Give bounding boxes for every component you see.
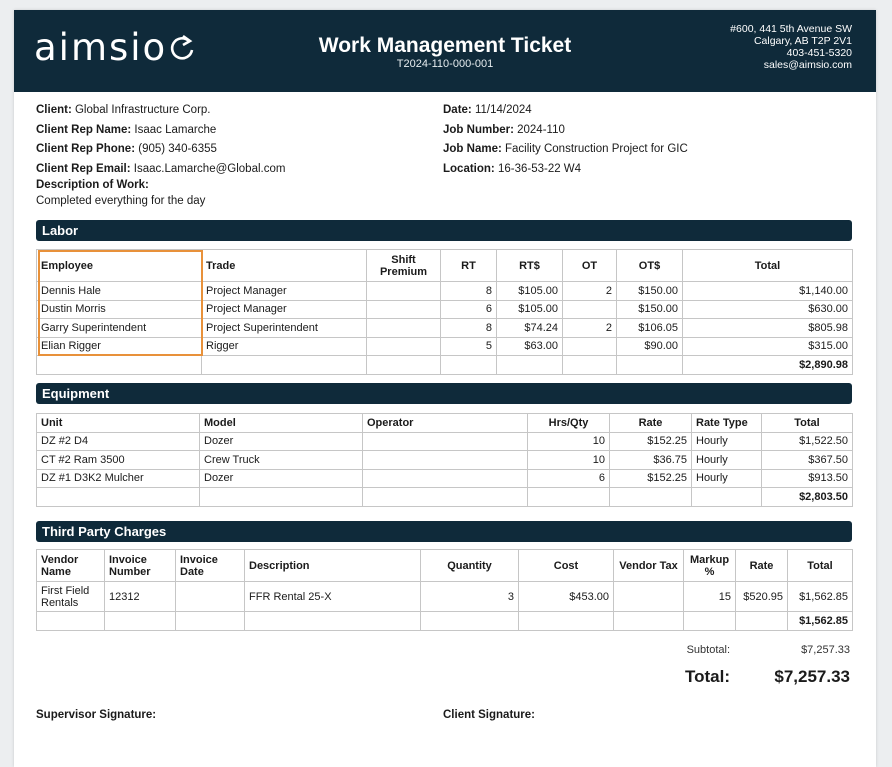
ot-cell: 2	[563, 282, 617, 301]
cost-cell: $453.00	[519, 582, 614, 612]
col-ot-rate: OT$	[617, 250, 683, 282]
vendor-name-cell: First Field Rentals	[37, 582, 105, 612]
company-address	[730, 23, 852, 71]
employee-cell: Dustin Morris	[37, 300, 202, 319]
trade-cell: Project Manager	[202, 282, 367, 301]
col-quantity: Quantity	[421, 550, 519, 582]
vendor-tax-cell	[614, 582, 684, 612]
col-shift-premium: Shift Premium	[367, 250, 441, 282]
phone-number: 403-451-5320	[786, 47, 852, 59]
col-employee: Employee	[37, 250, 202, 282]
total-cell: $1,140.00	[683, 282, 853, 301]
operator-cell	[363, 432, 528, 451]
table-row	[37, 432, 853, 451]
equipment-table	[36, 413, 853, 507]
table-row	[37, 300, 853, 319]
quantity-cell: 3	[421, 582, 519, 612]
third-party-total-row	[37, 612, 853, 631]
rate-cell: $36.75	[610, 451, 692, 470]
shift-premium-cell	[367, 337, 441, 356]
hrs-qty-cell: 6	[528, 469, 610, 488]
description-label: Description of Work:	[36, 179, 149, 191]
rep-email-value: Isaac.Lamarche@Global.com	[133, 162, 286, 175]
labor-section-title: Labor	[36, 220, 852, 241]
col-rt: RT	[441, 250, 497, 282]
third-party-header-row	[37, 550, 853, 582]
invoice-number-cell: 12312	[105, 582, 176, 612]
ot-rate-cell: $150.00	[617, 282, 683, 301]
ticket-page	[14, 10, 876, 767]
rt-rate-cell: $105.00	[497, 282, 563, 301]
rate-cell: $152.25	[610, 469, 692, 488]
rt-cell: 8	[441, 319, 497, 338]
logo-text: aimsio	[34, 26, 168, 69]
table-row	[37, 337, 853, 356]
employee-cell: Dennis Hale	[37, 282, 202, 301]
table-row	[37, 469, 853, 488]
unit-cell: CT #2 Ram 3500	[37, 451, 200, 470]
location-value: 16-36-53-22 W4	[497, 162, 582, 175]
location-label: Location:	[443, 162, 495, 175]
total-cell: $1,522.50	[762, 432, 853, 451]
hrs-qty-cell: 10	[528, 432, 610, 451]
operator-cell	[363, 469, 528, 488]
col-vendor-tax: Vendor Tax	[614, 550, 684, 582]
equipment-total-row	[37, 488, 853, 507]
client-label: Client:	[36, 104, 72, 116]
rt-rate-cell: $105.00	[497, 300, 563, 319]
employee-cell: Garry Superintendent	[37, 319, 202, 338]
model-cell: Dozer	[200, 432, 363, 451]
date-label: Date:	[443, 104, 472, 116]
markup-cell: 15	[684, 582, 736, 612]
ot-cell	[563, 337, 617, 356]
job-name-label: Job Name:	[443, 143, 502, 155]
col-rt-rate: RT$	[497, 250, 563, 282]
col-total: Total	[788, 550, 853, 582]
client-info	[36, 101, 285, 179]
model-cell: Crew Truck	[200, 451, 363, 470]
third-party-section-title: Third Party Charges	[36, 521, 852, 542]
shift-premium-cell	[367, 319, 441, 338]
equipment-total: $2,803.50	[762, 488, 853, 507]
labor-table	[36, 249, 853, 375]
subtotal-value: $7,257.33	[801, 644, 850, 656]
rt-cell: 8	[441, 282, 497, 301]
rate-type-cell: Hourly	[692, 469, 762, 488]
col-model: Model	[200, 414, 363, 433]
rt-cell: 5	[441, 337, 497, 356]
equipment-header-row	[37, 414, 853, 433]
rt-rate-cell: $63.00	[497, 337, 563, 356]
ticket-title: Work Management Ticket	[318, 34, 572, 57]
rep-name-value: Isaac Lamarche	[134, 123, 217, 136]
ot-rate-cell: $90.00	[617, 337, 683, 356]
ticket-number: T2024-110-000-001	[396, 58, 494, 70]
ot-rate-cell: $150.00	[617, 300, 683, 319]
ot-cell: 2	[563, 319, 617, 338]
invoice-date-cell	[176, 582, 245, 612]
total-value: $7,257.33	[774, 667, 850, 686]
ticket-header	[14, 10, 876, 92]
col-unit: Unit	[37, 414, 200, 433]
rate-type-cell: Hourly	[692, 432, 762, 451]
col-total: Total	[683, 250, 853, 282]
description-cell: FFR Rental 25-X	[245, 582, 421, 612]
unit-cell: DZ #1 D3K2 Mulcher	[37, 469, 200, 488]
col-description: Description	[245, 550, 421, 582]
col-rate: Rate	[610, 414, 692, 433]
col-ot: OT	[563, 250, 617, 282]
col-rate: Rate	[736, 550, 788, 582]
operator-cell	[363, 451, 528, 470]
table-row	[37, 451, 853, 470]
rt-cell: 6	[441, 300, 497, 319]
job-name-value: Facility Construction Project for GIC	[505, 143, 688, 155]
shift-premium-cell	[367, 282, 441, 301]
total-cell: $805.98	[683, 319, 853, 338]
total-cell: $1,562.85	[788, 582, 853, 612]
client-value: Global Infrastructure Corp.	[74, 104, 211, 116]
job-info	[443, 101, 688, 179]
rep-email-label: Client Rep Email:	[36, 162, 131, 175]
trade-cell: Rigger	[202, 337, 367, 356]
labor-total: $2,890.98	[683, 356, 853, 375]
rep-phone-label: Client Rep Phone:	[36, 143, 136, 155]
rt-rate-cell: $74.24	[497, 319, 563, 338]
ot-cell	[563, 300, 617, 319]
ot-rate-cell: $106.05	[617, 319, 683, 338]
col-rate-type: Rate Type	[692, 414, 762, 433]
table-row	[37, 319, 853, 338]
rate-cell: $152.25	[610, 432, 692, 451]
shift-premium-cell	[367, 300, 441, 319]
description-value: Completed everything for the day	[36, 195, 206, 207]
hrs-qty-cell: 10	[528, 451, 610, 470]
col-invoice-number: Invoice Number	[105, 550, 176, 582]
total-cell: $630.00	[683, 300, 853, 319]
trade-cell: Project Superintendent	[202, 319, 367, 338]
total-cell: $367.50	[762, 451, 853, 470]
equipment-section-title: Equipment	[36, 383, 852, 404]
client-signature-label: Client Signature:	[443, 709, 536, 721]
col-invoice-date: Invoice Date	[176, 550, 245, 582]
trade-cell: Project Manager	[202, 300, 367, 319]
subtotal-label: Subtotal:	[686, 644, 730, 656]
rep-phone-value: (905) 340-6355	[138, 143, 217, 155]
col-markup: Markup %	[684, 550, 736, 582]
total-cell: $913.50	[762, 469, 853, 488]
labor-header-row	[37, 250, 853, 282]
total-label: Total:	[684, 667, 730, 686]
email-address: sales@aimsio.com	[763, 59, 852, 71]
labor-total-row	[37, 356, 853, 375]
col-hrs-qty: Hrs/Qty	[528, 414, 610, 433]
rate-cell: $520.95	[736, 582, 788, 612]
table-row	[37, 582, 853, 612]
rate-type-cell: Hourly	[692, 451, 762, 470]
col-vendor-name: Vendor Name	[37, 550, 105, 582]
total-cell: $315.00	[683, 337, 853, 356]
date-value: 11/14/2024	[474, 104, 532, 116]
col-total: Total	[762, 414, 853, 433]
third-party-table	[36, 549, 853, 631]
job-number-value: 2024-110	[517, 123, 565, 136]
supervisor-signature-label: Supervisor Signature:	[36, 709, 157, 721]
third-party-total: $1,562.85	[788, 612, 853, 631]
job-number-label: Job Number:	[443, 123, 514, 136]
rep-name-label: Client Rep Name:	[36, 123, 132, 136]
address-line: Calgary, AB T2P 2V1	[753, 35, 852, 47]
table-row	[37, 282, 853, 301]
col-cost: Cost	[519, 550, 614, 582]
unit-cell: DZ #2 D4	[37, 432, 200, 451]
address-line: #600, 441 5th Avenue SW	[730, 23, 852, 35]
col-trade: Trade	[202, 250, 367, 282]
employee-cell: Elian Rigger	[37, 337, 202, 356]
model-cell: Dozer	[200, 469, 363, 488]
col-operator: Operator	[363, 414, 528, 433]
